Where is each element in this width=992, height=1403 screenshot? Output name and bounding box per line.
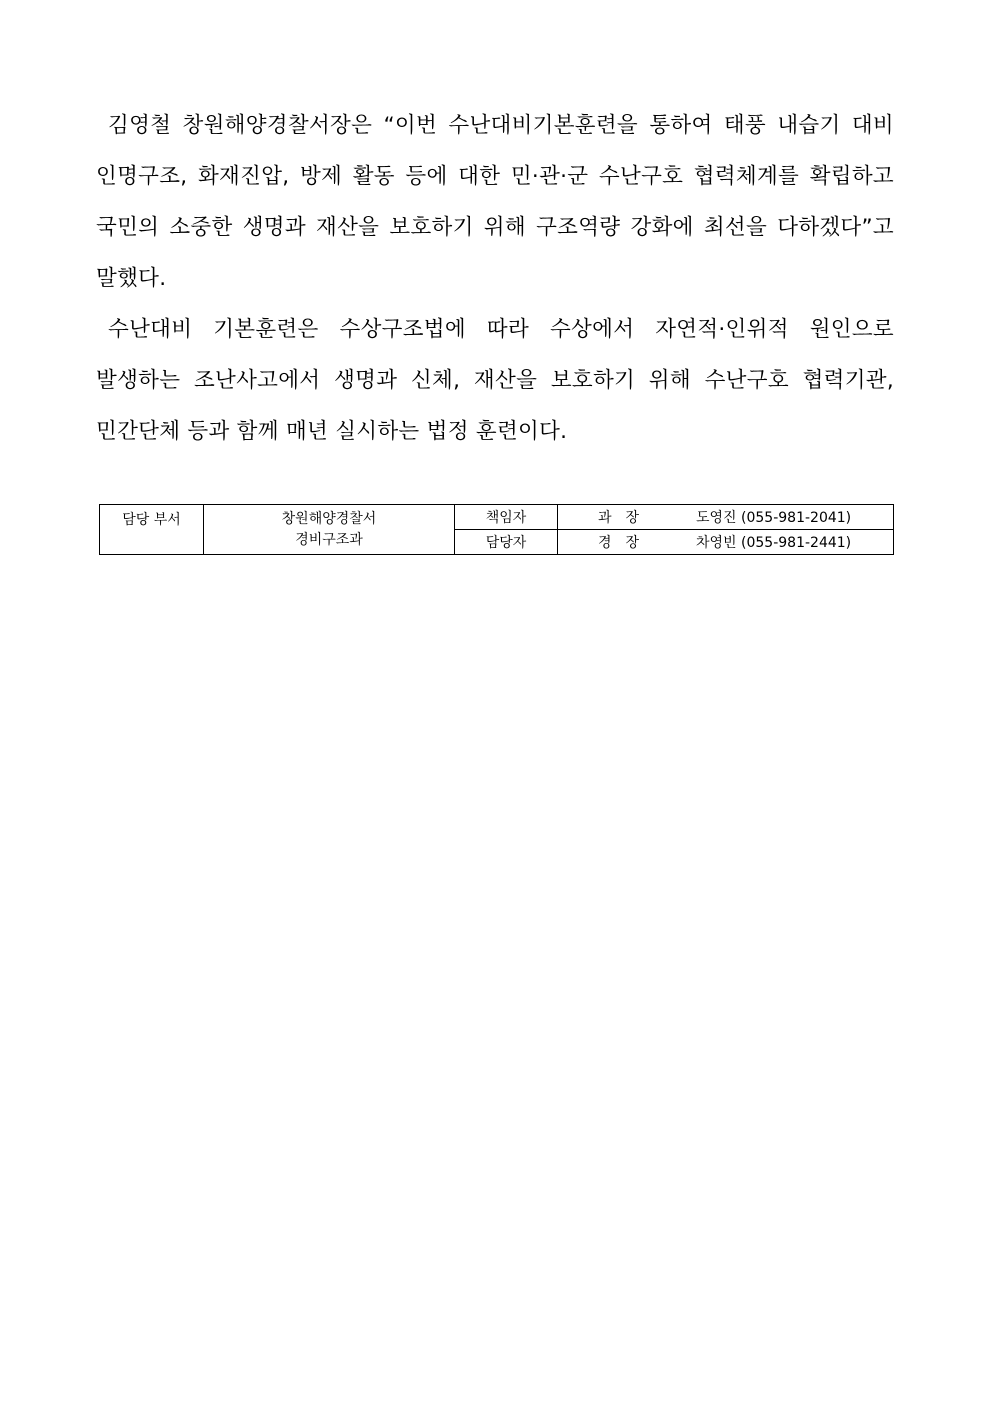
rank-label: 과장 [598,510,654,526]
person-name-phone: 도영진 (055-981-2041) [696,510,852,526]
dept-label-cell: 담당 부서 [100,505,204,555]
role-cell: 담당자 [455,530,558,555]
table-row [100,505,894,530]
body-paragraph-1: 김영철 창원해양경찰서장은 “이번 수난대비기본훈련을 통하여 태풍 내습기 대비 인명구조, 화재진압, 방제 활동 등에 대한 민·관·군 수난구호 협력체계를 확립하고 국민의 소중한 생명과 재산을 보호하기 위해 구조역량 강화에 최선을 다하겠다”고 말했다. [96,113,894,291]
body-paragraph-2: 수난대비 기본훈련은 수상구조법에 따라 수상에서 자연적·인위적 원인으로 발생하는 조난사고에서 생명과 신체, 재산을 보호하기 위해 수난구호 협력기관, 민간단체 등과 함께 매년 실시하는 법정 훈련이다. [96,317,894,444]
person-cell [558,505,894,530]
person-cell [558,530,894,555]
person-name-phone: 차영빈 (055-981-2441) [696,535,852,551]
role-cell: 책임자 [455,505,558,530]
rank-label: 경장 [598,535,654,551]
dept-name-cell [204,505,455,555]
dept-name-line2: 경비구조과 [295,531,363,548]
dept-name-line1: 창원해양경찰서 [281,510,377,527]
contact-table [99,504,894,555]
